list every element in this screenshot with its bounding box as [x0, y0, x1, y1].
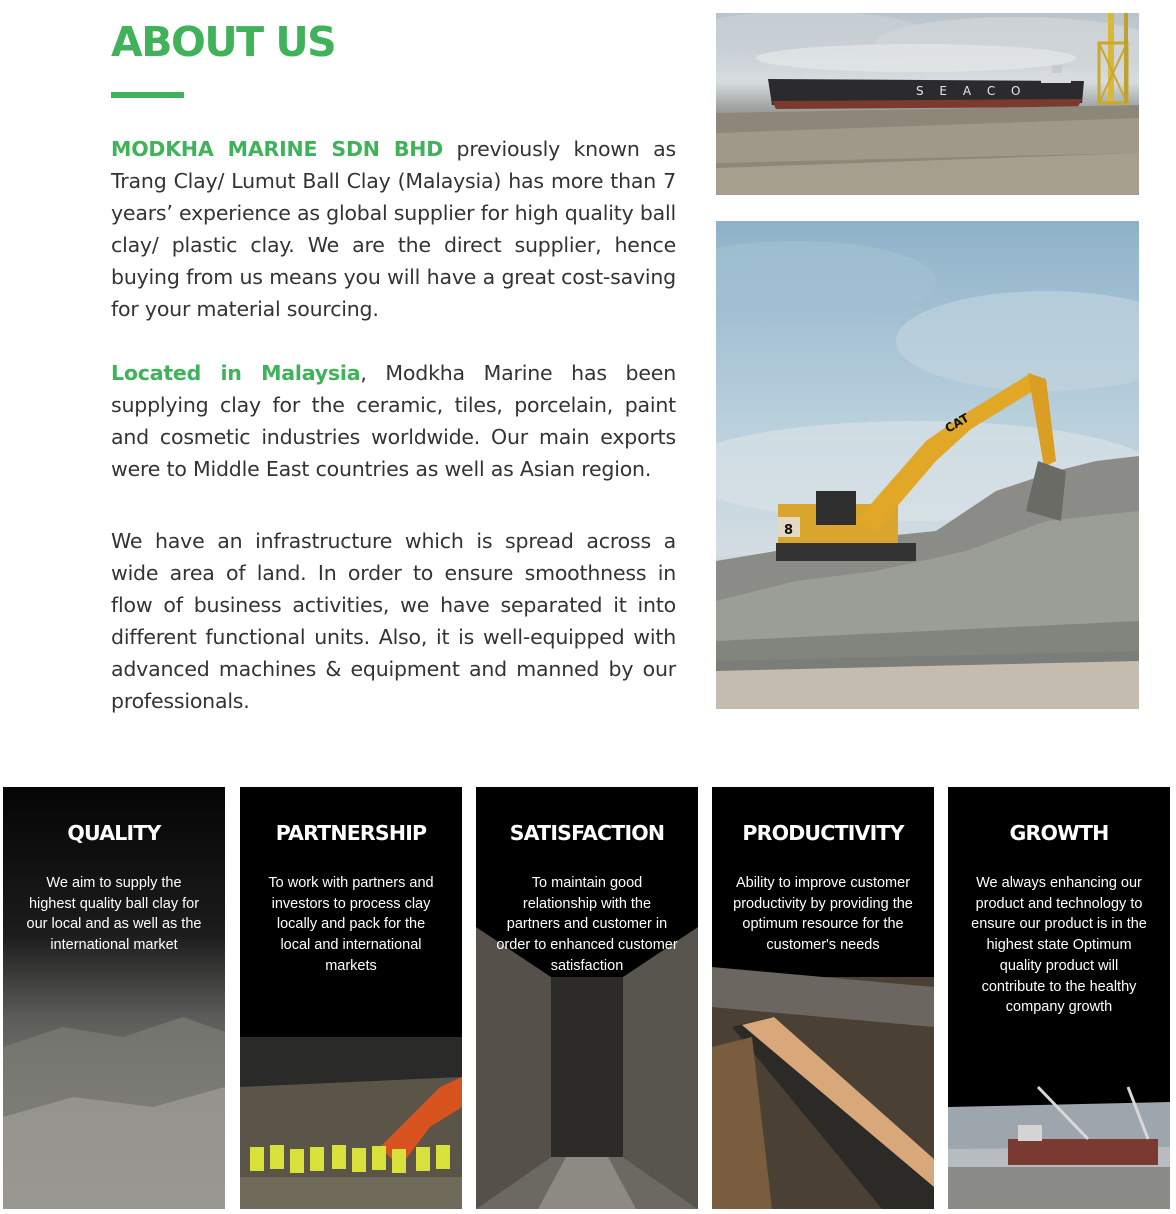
card-title: PARTNERSHIP	[275, 821, 427, 845]
company-name-highlight: MODKHA MARINE SDN BHD	[111, 137, 444, 161]
location-highlight: Located in Malaysia	[111, 361, 361, 385]
card-satisfaction	[476, 787, 698, 1209]
about-paragraph-1-text: previously known as Trang Clay/ Lumut Ball Clay (Malaysia) has more than 7 years’ experience as global supplier for high quality ball clay/ plastic clay. We are the direct supplier, hence buying from us means you will have a great cost-saving for your material sourcing.	[111, 137, 676, 321]
card-partnership	[240, 787, 462, 1209]
card-text: We aim to supply the highest quality ball clay for our local and as well as the international market	[26, 875, 202, 954]
card-title: QUALITY	[67, 821, 161, 845]
about-paragraph-1	[111, 133, 676, 325]
card-title: PRODUCTIVITY	[742, 821, 904, 845]
about-paragraph-2-text: , Modkha Marine has been supplying clay for the ceramic, tiles, porcelain, paint and cosmetic industries worldwide. Our main exports were to Middle East countries as well as Asian region.	[111, 361, 676, 481]
card-text: We always enhancing our product and technology to ensure our product is in the highest state Optimum quality product will contribute to the healthy company growth	[971, 875, 1147, 1016]
card-title: SATISFACTION	[509, 821, 665, 845]
page-title: ABOUT US	[111, 18, 336, 66]
card-growth	[948, 787, 1170, 1209]
card-text: To maintain good relationship with the partners and customer in order to enhanced customer satisfaction	[496, 875, 678, 974]
card-text: To work with partners and investors to process clay locally and pack for the local and international markets	[268, 875, 434, 974]
card-title: GROWTH	[1009, 821, 1109, 845]
card-text: Ability to improve customer productivity by providing the optimum resource for the customer's needs	[733, 875, 913, 954]
team-at-site-image	[240, 787, 462, 1209]
clay-rubble-image	[3, 787, 225, 1209]
excavator-illustration	[716, 221, 1139, 709]
title-underline	[111, 92, 184, 98]
ship-illustration	[716, 13, 1139, 195]
card-quality	[3, 787, 225, 1209]
card-productivity	[712, 787, 934, 1209]
about-paragraph-3: We have an infrastructure which is spread across a wide area of land. In order to ensure smoothness in flow of business activities, we have separated it into different functional units. Also, it is well-equipped with advanced machines & equipment and manned by our professionals.	[111, 529, 676, 713]
conveyor-belt-image	[712, 787, 934, 1209]
excavator-number: 8	[784, 523, 794, 538]
excavator-brand: CAT	[942, 410, 972, 436]
ship-photo	[716, 13, 1139, 195]
excavator-photo	[716, 221, 1139, 709]
about-paragraph-2	[111, 357, 676, 485]
hull-lettering: S E A C O	[916, 84, 1027, 98]
drying-corridor-image	[476, 787, 698, 1209]
